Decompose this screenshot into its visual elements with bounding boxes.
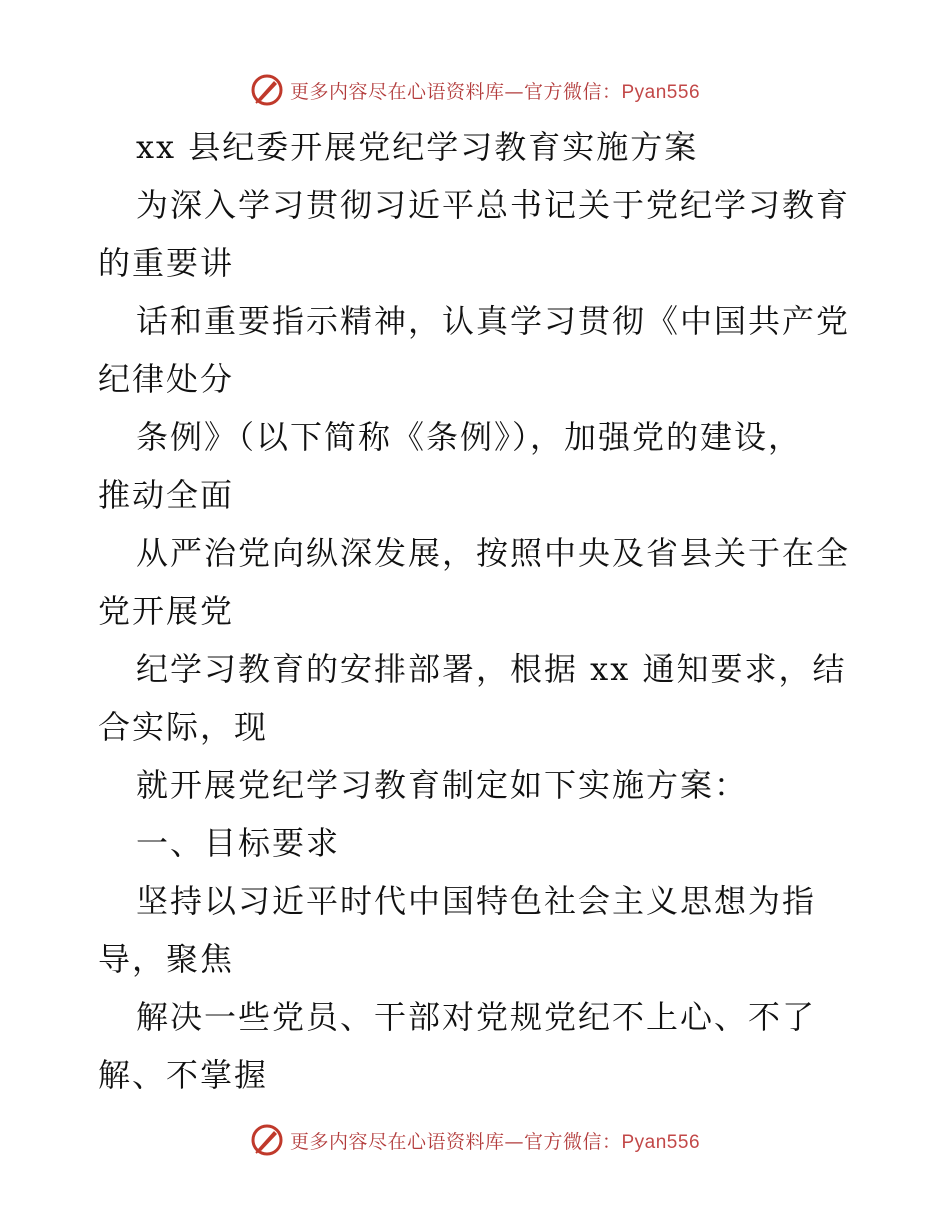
document-line: 纪律处分 — [98, 360, 235, 398]
quill-logo-icon — [250, 73, 284, 107]
document-line: 坚持以习近平时代中国特色社会主义思想为指 — [136, 882, 817, 920]
document-line: 就开展党纪学习教育制定如下实施方案： — [136, 766, 749, 804]
document-line: 条例》（以下简称《条例》），加强党的建设， — [136, 418, 803, 456]
document-line: 的重要讲 — [98, 244, 235, 282]
quill-logo-icon — [250, 1123, 284, 1157]
document-line: 一、目标要求 — [136, 824, 341, 862]
document-line: 导，聚焦 — [98, 940, 235, 978]
footer-watermark-banner — [0, 1120, 950, 1160]
document-line: 推动全面 — [98, 476, 235, 514]
document-line: 党开展党 — [98, 592, 235, 630]
banner-handle: Pyan556 — [621, 81, 701, 103]
document-line: 从严治党向纵深发展，按照中央及省县关于在全 — [136, 534, 851, 572]
document-line: 解决一些党员、干部对党规党纪不上心、不了 — [136, 998, 817, 1036]
document-line: 纪学习教育的安排部署，根据 xx 通知要求，结 — [136, 650, 847, 688]
banner-text: 更多内容尽在心语资料库—官方微信：Pyan556 — [289, 80, 701, 103]
document-line: 合实际，现 — [98, 708, 269, 746]
document-line: xx 县纪委开展党纪学习教育实施方案 — [136, 128, 699, 166]
header-watermark-banner — [0, 70, 950, 110]
document-line: 话和重要指示精神，认真学习贯彻《中国共产党 — [136, 302, 851, 340]
document-body — [98, 118, 858, 1104]
banner-handle: Pyan556 — [621, 1131, 701, 1153]
banner-text: 更多内容尽在心语资料库—官方微信：Pyan556 — [289, 1130, 701, 1153]
document-line: 为深入学习贯彻习近平总书记关于党纪学习教育 — [136, 186, 851, 224]
document-line: 解、不掌握 — [98, 1056, 269, 1094]
